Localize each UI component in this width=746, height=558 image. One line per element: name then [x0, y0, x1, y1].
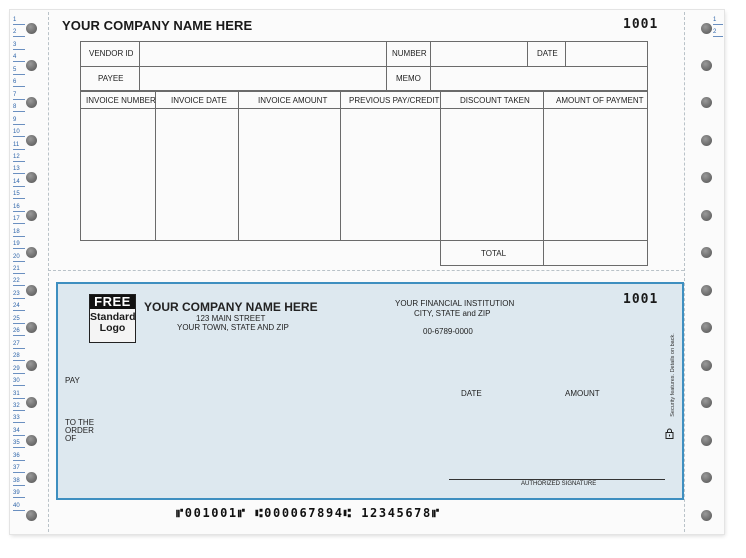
tractor-hole [701, 135, 712, 146]
line-number: 10 [13, 128, 25, 137]
pay-label: PAY [65, 376, 80, 385]
stub-date-label: DATE [537, 49, 558, 58]
tractor-hole [26, 360, 37, 371]
tractor-hole [701, 397, 712, 408]
tractor-hole [701, 247, 712, 258]
tractor-hole [701, 472, 712, 483]
tractor-hole [26, 60, 37, 71]
grid-line [80, 66, 648, 67]
line-number: 19 [13, 240, 25, 249]
line-number: 23 [13, 290, 25, 299]
line-number: 20 [13, 253, 25, 262]
line-number: 38 [13, 477, 25, 486]
company-address-line1: 123 MAIN STREET [196, 314, 266, 323]
to-the-order-line-3: OF [65, 434, 77, 443]
stub-check-perforation [48, 270, 684, 271]
grid-line [647, 241, 648, 266]
grid-line [340, 91, 341, 241]
line-number: 37 [13, 464, 25, 473]
line-number: 6 [13, 78, 25, 87]
line-number: 31 [13, 390, 25, 399]
line-number: 7 [13, 91, 25, 100]
line-number: 26 [13, 327, 25, 336]
tractor-hole [26, 210, 37, 221]
right-tractor-perforation [684, 12, 685, 532]
logo-text [90, 312, 135, 334]
tractor-hole [701, 510, 712, 521]
tractor-hole [701, 435, 712, 446]
to-the-order-line-1: TO THE [65, 418, 95, 427]
stub-check-number: 1001 [623, 17, 659, 32]
column-header: INVOICE AMOUNT [258, 96, 328, 105]
payee-label: PAYEE [98, 74, 124, 83]
column-header: AMOUNT OF PAYMENT [556, 96, 644, 105]
grid-line [543, 91, 544, 266]
tractor-hole [701, 172, 712, 183]
grid-line [80, 108, 648, 109]
line-number: 25 [13, 315, 25, 324]
logo-line-1: Standard [90, 311, 136, 323]
grid-line [527, 41, 528, 66]
tractor-hole [26, 285, 37, 296]
logo-free-banner: FREE [90, 295, 135, 309]
right-line-number: 2 [713, 28, 723, 37]
company-address-line2: YOUR TOWN, STATE AND ZIP [177, 323, 289, 332]
signature-line [449, 479, 665, 480]
tractor-hole [701, 285, 712, 296]
line-number: 17 [13, 215, 25, 224]
tractor-hole [26, 135, 37, 146]
column-header: DISCOUNT TAKEN [460, 96, 530, 105]
tractor-hole [26, 435, 37, 446]
grid-line [155, 91, 156, 241]
line-number: 8 [13, 103, 25, 112]
column-header: INVOICE NUMBER [86, 96, 156, 105]
tractor-hole [701, 322, 712, 333]
line-number: 36 [13, 452, 25, 461]
security-note-text: Security features. Details on back. [670, 333, 676, 417]
line-number: 33 [13, 414, 25, 423]
line-number: 24 [13, 302, 25, 311]
memo-label: MEMO [396, 74, 421, 83]
bank-name: YOUR FINANCIAL INSTITUTION [395, 299, 515, 308]
line-number: 35 [13, 439, 25, 448]
grid-line [238, 91, 239, 241]
security-features-note [664, 333, 676, 422]
line-number: 21 [13, 265, 25, 274]
grid-line [386, 41, 387, 91]
line-number: 14 [13, 178, 25, 187]
invoice-table [80, 91, 648, 241]
grid-line [139, 41, 140, 91]
line-number: 27 [13, 340, 25, 349]
left-tractor-perforation [48, 12, 49, 532]
line-number: 5 [13, 66, 25, 75]
grid-line [565, 41, 566, 66]
line-number: 39 [13, 489, 25, 498]
grid-line [440, 91, 441, 266]
fraction-code: 00-6789-0000 [423, 327, 473, 336]
line-number: 2 [13, 28, 25, 37]
line-number: 4 [13, 53, 25, 62]
vendor-id-label: VENDOR ID [89, 49, 134, 58]
check-company-name: YOUR COMPANY NAME HERE [144, 300, 318, 314]
tractor-hole [26, 172, 37, 183]
tractor-hole [701, 210, 712, 221]
lock-icon [665, 428, 674, 442]
line-number: 9 [13, 116, 25, 125]
check-number: 1001 [623, 292, 659, 307]
company-logo-placeholder [89, 294, 136, 343]
to-the-order-of-label [65, 419, 94, 443]
number-label: NUMBER [392, 49, 427, 58]
total-label: TOTAL [481, 249, 507, 258]
to-the-order-line-2: ORDER [65, 426, 94, 435]
line-number: 28 [13, 352, 25, 361]
line-number: 13 [13, 165, 25, 174]
tractor-hole [26, 510, 37, 521]
line-number: 22 [13, 277, 25, 286]
line-number: 15 [13, 190, 25, 199]
tractor-hole [701, 360, 712, 371]
logo-line-2: Logo [99, 322, 126, 334]
line-number: 1 [13, 16, 25, 25]
line-number: 40 [13, 502, 25, 511]
tractor-hole [701, 23, 712, 34]
tractor-hole [26, 23, 37, 34]
line-number: 3 [13, 41, 25, 50]
line-number: 11 [13, 141, 25, 150]
right-line-number: 1 [713, 16, 723, 25]
tractor-hole [26, 322, 37, 333]
tractor-hole [701, 60, 712, 71]
bank-city: CITY, STATE and ZIP [414, 309, 491, 318]
tractor-hole [26, 397, 37, 408]
tractor-hole [26, 97, 37, 108]
line-number: 18 [13, 228, 25, 237]
column-header: INVOICE DATE [171, 96, 227, 105]
authorized-signature-label: AUTHORIZED SIGNATURE [521, 481, 597, 487]
line-number: 30 [13, 377, 25, 386]
line-number: 12 [13, 153, 25, 162]
stub-company-name: YOUR COMPANY NAME HERE [62, 18, 253, 33]
micr-line: ⑈001001⑈ ⑆000067894⑆ 12345678⑈ [176, 506, 441, 520]
check-date-label: DATE [461, 389, 482, 398]
grid-line [430, 41, 431, 91]
line-number: 32 [13, 402, 25, 411]
line-number: 34 [13, 427, 25, 436]
tractor-hole [26, 472, 37, 483]
column-header: PREVIOUS PAY/CREDIT [349, 96, 440, 105]
tractor-hole [26, 247, 37, 258]
line-number: 16 [13, 203, 25, 212]
line-number: 29 [13, 365, 25, 374]
check-amount-label: AMOUNT [565, 389, 600, 398]
grid-line [440, 265, 648, 266]
tractor-hole [701, 97, 712, 108]
